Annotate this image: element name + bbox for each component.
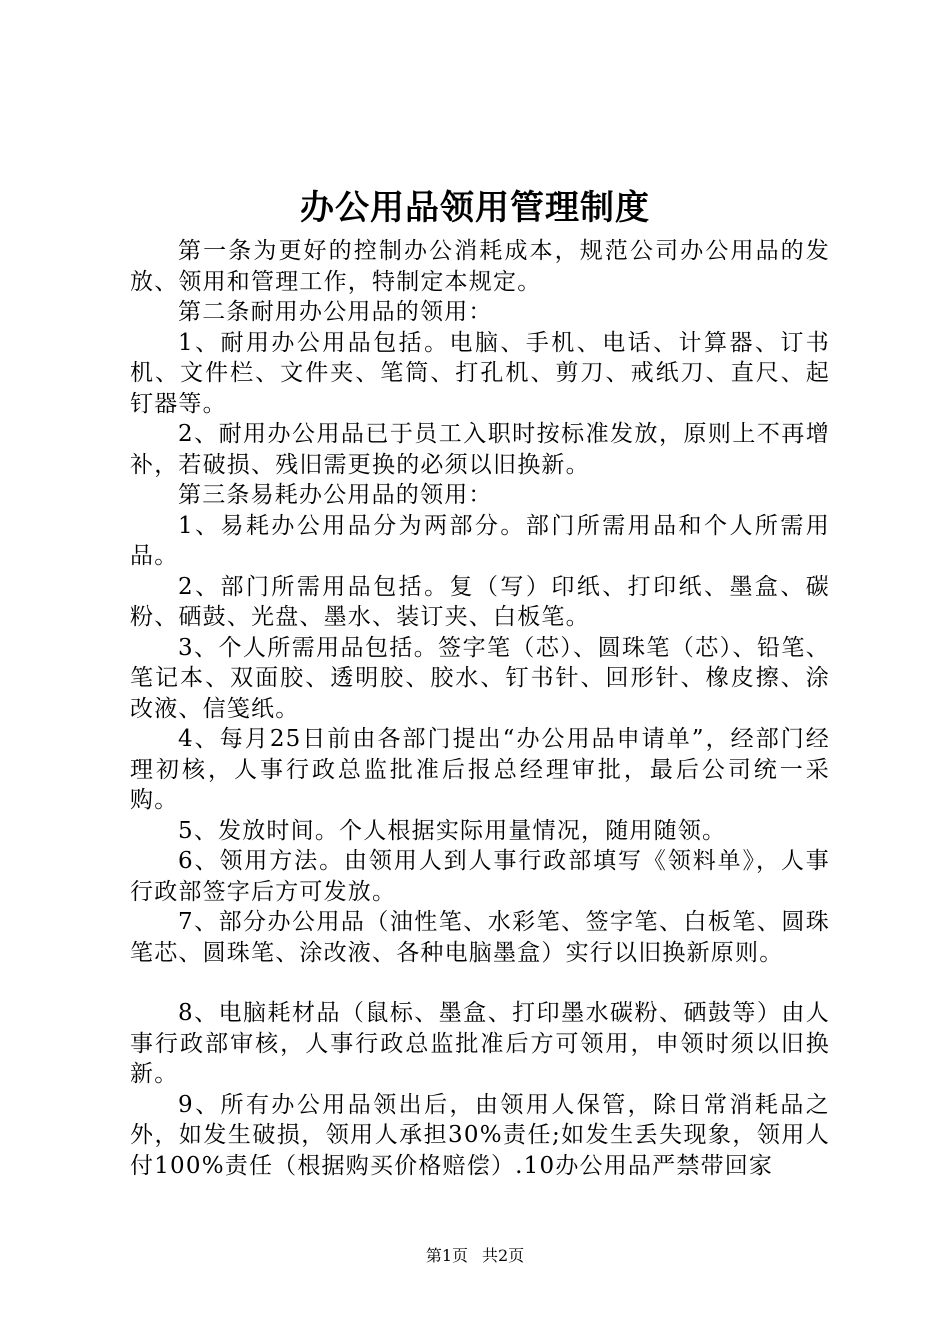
document-title: 办公用品领用管理制度 bbox=[300, 188, 650, 228]
page-total: 共2页 bbox=[482, 1246, 525, 1265]
paragraph-article-3-item-7: 7、部分办公用品（油性笔、水彩笔、签字笔、白板笔、圆珠笔芯、圆珠笔、涂改液、各种电脑墨盒）实行以旧换新原则。 bbox=[130, 909, 830, 966]
paragraph-article-3-item-2: 2、部门所需用品包括。复（写）印纸、打印纸、墨盒、碳粉、硒鼓、光盘、墨水、装订夹、白板笔。 bbox=[130, 573, 830, 630]
paragraph-gap bbox=[130, 968, 830, 998]
paragraph-article-3-item-5: 5、发放时间。个人根据实际用量情况，随用随领。 bbox=[178, 817, 727, 844]
paragraph-article-1: 第一条为更好的控制办公消耗成本，规范公司办公用品的发放、领用和管理工作，特制定本规定。 bbox=[130, 238, 830, 295]
paragraph-article-3-item-8: 8、电脑耗材品（鼠标、墨盒、打印墨水碳粉、硒鼓等）由人事行政部审核，人事行政总监批准后方可领用，申领时须以旧换新。 bbox=[130, 1000, 830, 1087]
paragraph-article-3-item-6: 6、领用方法。由领用人到人事行政部填写《领料单》，人事行政部签字后方可发放。 bbox=[130, 848, 830, 905]
paragraph-article-3-item-1: 1、易耗办公用品分为两部分。部门所需用品和个人所需用品。 bbox=[130, 512, 830, 569]
page-number: 第1页 bbox=[425, 1246, 468, 1265]
paragraph-article-3-item-4: 4、每月25日前由各部门提出“办公用品申请单”，经部门经理初核，人事行政总监批准后报总经理审批，最后公司统一采购。 bbox=[130, 726, 830, 813]
page-footer bbox=[0, 1244, 950, 1268]
document-body bbox=[130, 236, 830, 1181]
paragraph-article-3-item-9: 9、所有办公用品领出后，由领用人保管，除日常消耗品之外，如发生破损，领用人承担30%责任;如发生丢失现象，领用人付100%责任（根据购买价格赔偿）.10办公用品严禁带回家 bbox=[130, 1091, 830, 1179]
paragraph-article-2-item-2: 2、耐用办公用品已于员工入职时按标准发放，原则上不再增补，若破损、残旧需更换的必须以旧换新。 bbox=[130, 421, 830, 478]
paragraph-article-2-item-1: 1、耐用办公用品包括。电脑、手机、电话、计算器、订书机、文件栏、文件夹、笔筒、打孔机、剪刀、戒纸刀、直尺、起钉器等。 bbox=[130, 329, 830, 417]
paragraph-article-3-heading: 第三条易耗办公用品的领用： bbox=[178, 482, 493, 508]
paragraph-article-3-item-3: 3、个人所需用品包括。签字笔（芯）、圆珠笔（芯）、铅笔、笔记本、双面胶、透明胶、胶水、钉书针、回形针、橡皮擦、涂改液、信笺纸。 bbox=[130, 634, 830, 722]
paragraph-article-2-heading: 第二条耐用办公用品的领用： bbox=[178, 299, 493, 325]
